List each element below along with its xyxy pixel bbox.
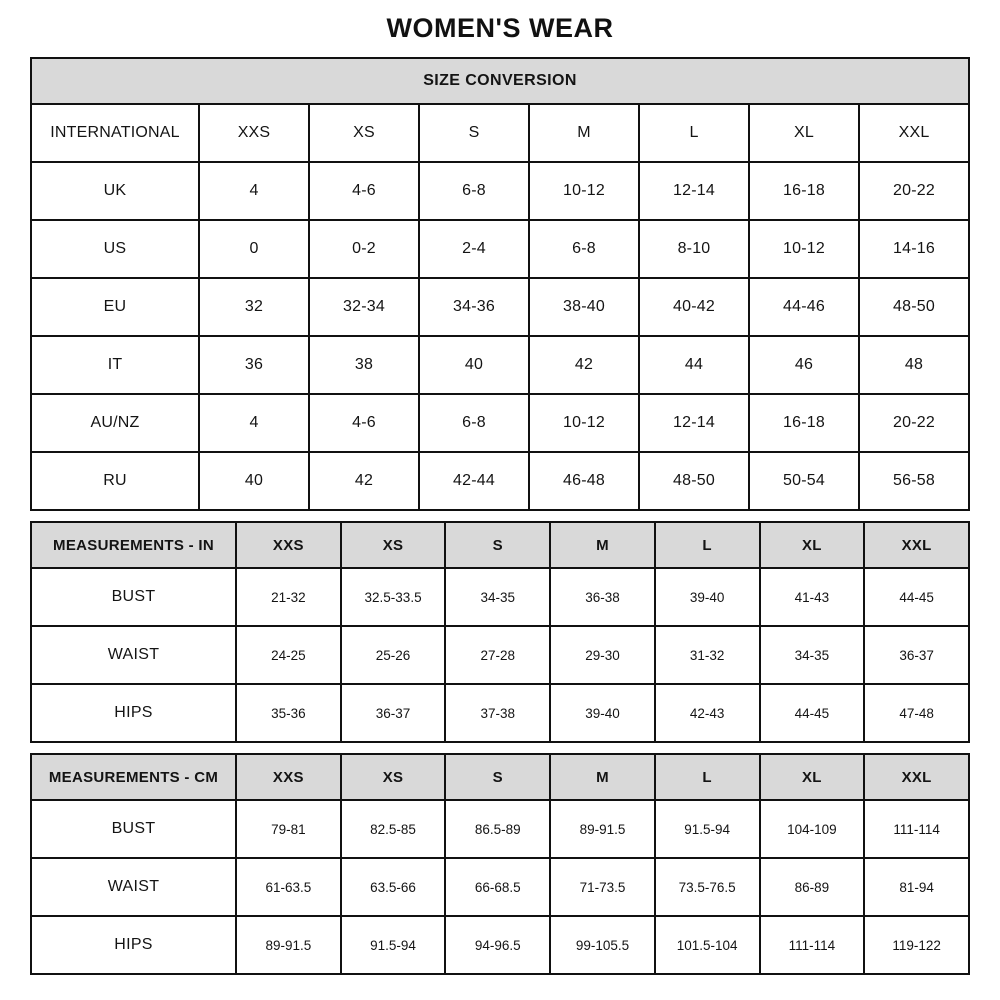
size-value: 6-8 — [529, 220, 639, 278]
size-value: 16-18 — [749, 162, 859, 220]
measurement-value: 111-114 — [760, 916, 865, 974]
size-value: 4 — [199, 394, 309, 452]
measurement-value: 111-114 — [864, 800, 969, 858]
size-value: 20-22 — [859, 162, 969, 220]
column-header-size: M — [550, 522, 655, 568]
measurement-value: 25-26 — [341, 626, 446, 684]
row-label: IT — [31, 336, 199, 394]
size-value: 10-12 — [529, 162, 639, 220]
column-header-size: XXL — [864, 754, 969, 800]
row-label: US — [31, 220, 199, 278]
size-value: 10-12 — [749, 220, 859, 278]
measurement-value: 37-38 — [445, 684, 550, 742]
measurement-value: 86-89 — [760, 858, 865, 916]
column-header-size: S — [419, 104, 529, 162]
measurement-value: 71-73.5 — [550, 858, 655, 916]
measurement-value: 61-63.5 — [236, 858, 341, 916]
size-value: 48-50 — [859, 278, 969, 336]
row-label: BUST — [31, 800, 236, 858]
column-header-size: L — [655, 754, 760, 800]
size-value: 56-58 — [859, 452, 969, 510]
size-value: 0-2 — [309, 220, 419, 278]
table-row — [31, 916, 969, 974]
column-header-size: XL — [749, 104, 859, 162]
measurement-value: 104-109 — [760, 800, 865, 858]
size-value: 12-14 — [639, 162, 749, 220]
measurement-value: 89-91.5 — [550, 800, 655, 858]
size-conversion-title: SIZE CONVERSION — [31, 58, 969, 104]
measurements-in-table — [30, 521, 970, 743]
size-value: 38 — [309, 336, 419, 394]
column-header-size: L — [655, 522, 760, 568]
measurement-value: 86.5-89 — [445, 800, 550, 858]
column-header-size: XXS — [236, 522, 341, 568]
table-header-row — [31, 754, 969, 800]
measurement-value: 39-40 — [550, 684, 655, 742]
size-value: 44-46 — [749, 278, 859, 336]
column-header-size: M — [529, 104, 639, 162]
measurement-value: 39-40 — [655, 568, 760, 626]
table-row — [31, 220, 969, 278]
measurement-value: 31-32 — [655, 626, 760, 684]
measurement-value: 81-94 — [864, 858, 969, 916]
measurement-value: 29-30 — [550, 626, 655, 684]
row-label: BUST — [31, 568, 236, 626]
column-header-size: XXL — [864, 522, 969, 568]
measurement-value: 119-122 — [864, 916, 969, 974]
size-value: 40 — [199, 452, 309, 510]
size-value: 6-8 — [419, 162, 529, 220]
table-title-row — [31, 58, 969, 104]
size-value: 44 — [639, 336, 749, 394]
table-row — [31, 452, 969, 510]
measurement-value: 82.5-85 — [341, 800, 446, 858]
measurement-value: 34-35 — [760, 626, 865, 684]
measurement-value: 36-37 — [864, 626, 969, 684]
size-value: 48-50 — [639, 452, 749, 510]
size-value: 32 — [199, 278, 309, 336]
table-row — [31, 626, 969, 684]
row-label: WAIST — [31, 858, 236, 916]
column-header-size: XL — [760, 522, 865, 568]
measurement-value: 32.5-33.5 — [341, 568, 446, 626]
column-header-size: XS — [341, 754, 446, 800]
page-title: WOMEN'S WEAR — [386, 13, 614, 43]
size-value: 46-48 — [529, 452, 639, 510]
measurement-value: 79-81 — [236, 800, 341, 858]
size-value: 0 — [199, 220, 309, 278]
size-value: 10-12 — [529, 394, 639, 452]
measurement-value: 91.5-94 — [341, 916, 446, 974]
row-label: EU — [31, 278, 199, 336]
measurement-value: 66-68.5 — [445, 858, 550, 916]
measurement-value: 34-35 — [445, 568, 550, 626]
table-row — [31, 684, 969, 742]
size-value: 48 — [859, 336, 969, 394]
size-value: 34-36 — [419, 278, 529, 336]
row-label: HIPS — [31, 916, 236, 974]
size-value: 12-14 — [639, 394, 749, 452]
measurements-in-title: MEASUREMENTS - IN — [31, 522, 236, 568]
size-value: 16-18 — [749, 394, 859, 452]
size-value: 6-8 — [419, 394, 529, 452]
size-value: 36 — [199, 336, 309, 394]
measurement-value: 44-45 — [760, 684, 865, 742]
column-header-size: XXS — [236, 754, 341, 800]
size-conversion-table — [30, 57, 970, 511]
size-value: 2-4 — [419, 220, 529, 278]
table-row — [31, 568, 969, 626]
measurements-cm-table — [30, 753, 970, 975]
table-row — [31, 394, 969, 452]
measurement-value: 35-36 — [236, 684, 341, 742]
size-value: 42 — [529, 336, 639, 394]
table-row — [31, 858, 969, 916]
column-header-size: M — [550, 754, 655, 800]
column-header-size: XL — [760, 754, 865, 800]
size-value: 8-10 — [639, 220, 749, 278]
column-header-size: S — [445, 522, 550, 568]
column-header-international: INTERNATIONAL — [31, 104, 199, 162]
measurement-value: 36-38 — [550, 568, 655, 626]
measurement-value: 42-43 — [655, 684, 760, 742]
size-value: 4-6 — [309, 394, 419, 452]
measurement-value: 101.5-104 — [655, 916, 760, 974]
row-label: HIPS — [31, 684, 236, 742]
table-header-row — [31, 522, 969, 568]
measurement-value: 99-105.5 — [550, 916, 655, 974]
measurement-value: 89-91.5 — [236, 916, 341, 974]
measurement-value: 73.5-76.5 — [655, 858, 760, 916]
size-value: 40-42 — [639, 278, 749, 336]
size-value: 38-40 — [529, 278, 639, 336]
column-header-size: XXS — [199, 104, 309, 162]
measurement-value: 21-32 — [236, 568, 341, 626]
row-label: UK — [31, 162, 199, 220]
measurement-value: 63.5-66 — [341, 858, 446, 916]
size-value: 50-54 — [749, 452, 859, 510]
measurement-value: 94-96.5 — [445, 916, 550, 974]
size-value: 32-34 — [309, 278, 419, 336]
table-row — [31, 278, 969, 336]
measurement-value: 27-28 — [445, 626, 550, 684]
measurement-value: 36-37 — [341, 684, 446, 742]
table-row — [31, 336, 969, 394]
size-value: 20-22 — [859, 394, 969, 452]
size-value: 4-6 — [309, 162, 419, 220]
size-value: 40 — [419, 336, 529, 394]
measurement-value: 47-48 — [864, 684, 969, 742]
column-header-size: L — [639, 104, 749, 162]
size-value: 46 — [749, 336, 859, 394]
table-row — [31, 800, 969, 858]
row-label: WAIST — [31, 626, 236, 684]
measurement-value: 44-45 — [864, 568, 969, 626]
measurements-cm-title: MEASUREMENTS - CM — [31, 754, 236, 800]
column-header-size: XS — [309, 104, 419, 162]
table-header-row — [31, 104, 969, 162]
table-row — [31, 162, 969, 220]
size-value: 42-44 — [419, 452, 529, 510]
row-label: RU — [31, 452, 199, 510]
measurement-value: 24-25 — [236, 626, 341, 684]
size-value: 42 — [309, 452, 419, 510]
measurement-value: 91.5-94 — [655, 800, 760, 858]
column-header-size: XS — [341, 522, 446, 568]
row-label: AU/NZ — [31, 394, 199, 452]
size-value: 14-16 — [859, 220, 969, 278]
column-header-size: S — [445, 754, 550, 800]
measurement-value: 41-43 — [760, 568, 865, 626]
column-header-size: XXL — [859, 104, 969, 162]
size-value: 4 — [199, 162, 309, 220]
